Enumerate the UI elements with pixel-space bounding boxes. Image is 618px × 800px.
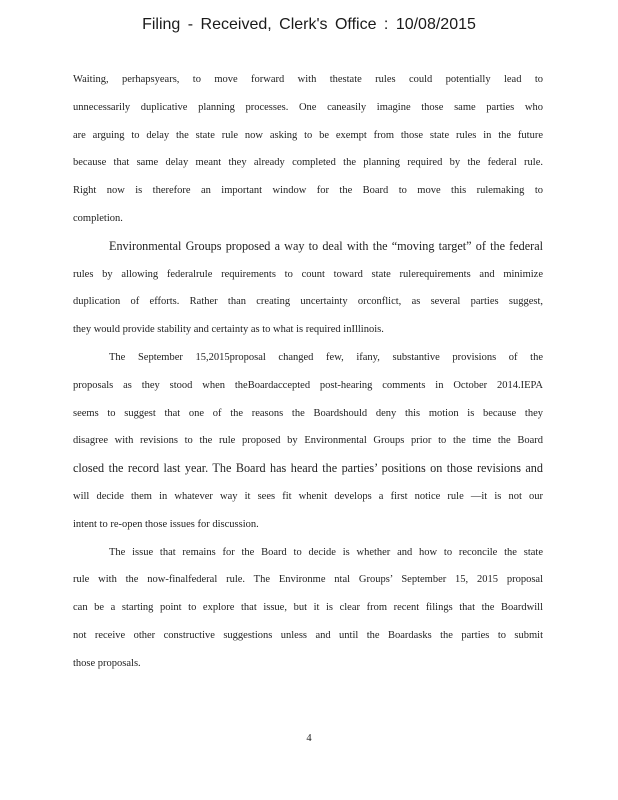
text-line: The September 15,2015proposal changed few, ifany, substantive provisions of the [109,351,543,363]
text-line: completion. [73,212,123,224]
text-line: will decide them in whatever way it sees fit whenit develops a first notice rule —it is not our [73,490,543,502]
text-line: Waiting, perhapsyears, to move forward with thestate rules could potentially lead to [73,74,543,85]
page-number: 4 [306,733,312,744]
filing-header: Filing - Received, Clerk's Office : 10/08/2015 [142,16,476,33]
text-line: disagree with revisions to the rule proposed by Environmental Groups prior to the time the Board [73,435,543,447]
text-line: seems to suggest that one of the reasons the Boardshould deny this motion is because they [73,407,543,419]
text-line: proposals as they stood when theBoardaccepted post-hearing comments in October 2014.IEPA [73,379,543,391]
paragraph-3 [73,344,543,539]
text-line: unnecessarily duplicative planning processes. One caneasily imagine those same parties who [73,101,543,113]
text-line: because that same delay meant they already completed the planning required by the federal rule. [73,157,543,169]
paragraph-2 [73,233,543,344]
text-line: rule with the now-finalfederal rule. The Environme ntal Groups’ September 15, 2015 proposal [73,574,543,586]
text-line: closed the record last year. The Board has heard the parties’ positions on those revisions and [73,461,543,476]
text-line: The issue that remains for the Board to decide is whether and how to reconcile the state [109,546,543,558]
text-line: not receive other constructive suggestions unless and until the Boardasks the parties to submit [73,629,543,641]
text-line: Right now is therefore an important window for the Board to move this rulemaking to [73,185,543,197]
text-line: are arguing to delay the state rule now asking to be exempt from those state rules in the future [73,129,543,141]
text-line: rules by allowing federalrule requirements to count toward state rulerequirements and minimize [73,268,543,280]
paragraph-4 [73,539,543,678]
text-line: can be a starting point to explore that issue, but it is clear from recent filings that the Boardwill [73,602,543,614]
text-line: duplication of efforts. Rather than creating uncertainty orconflict, as several parties suggest, [73,296,543,308]
text-line: those proposals. [73,657,141,669]
text-line: Environmental Groups proposed a way to deal with the “moving target” of the federal [109,238,543,253]
text-line: intent to re-open those issues for discussion. [73,518,259,530]
paragraph-1 [73,66,543,233]
text-line: they would provide stability and certainty as to what is required inIllinois. [73,324,384,336]
document-body [73,66,543,678]
